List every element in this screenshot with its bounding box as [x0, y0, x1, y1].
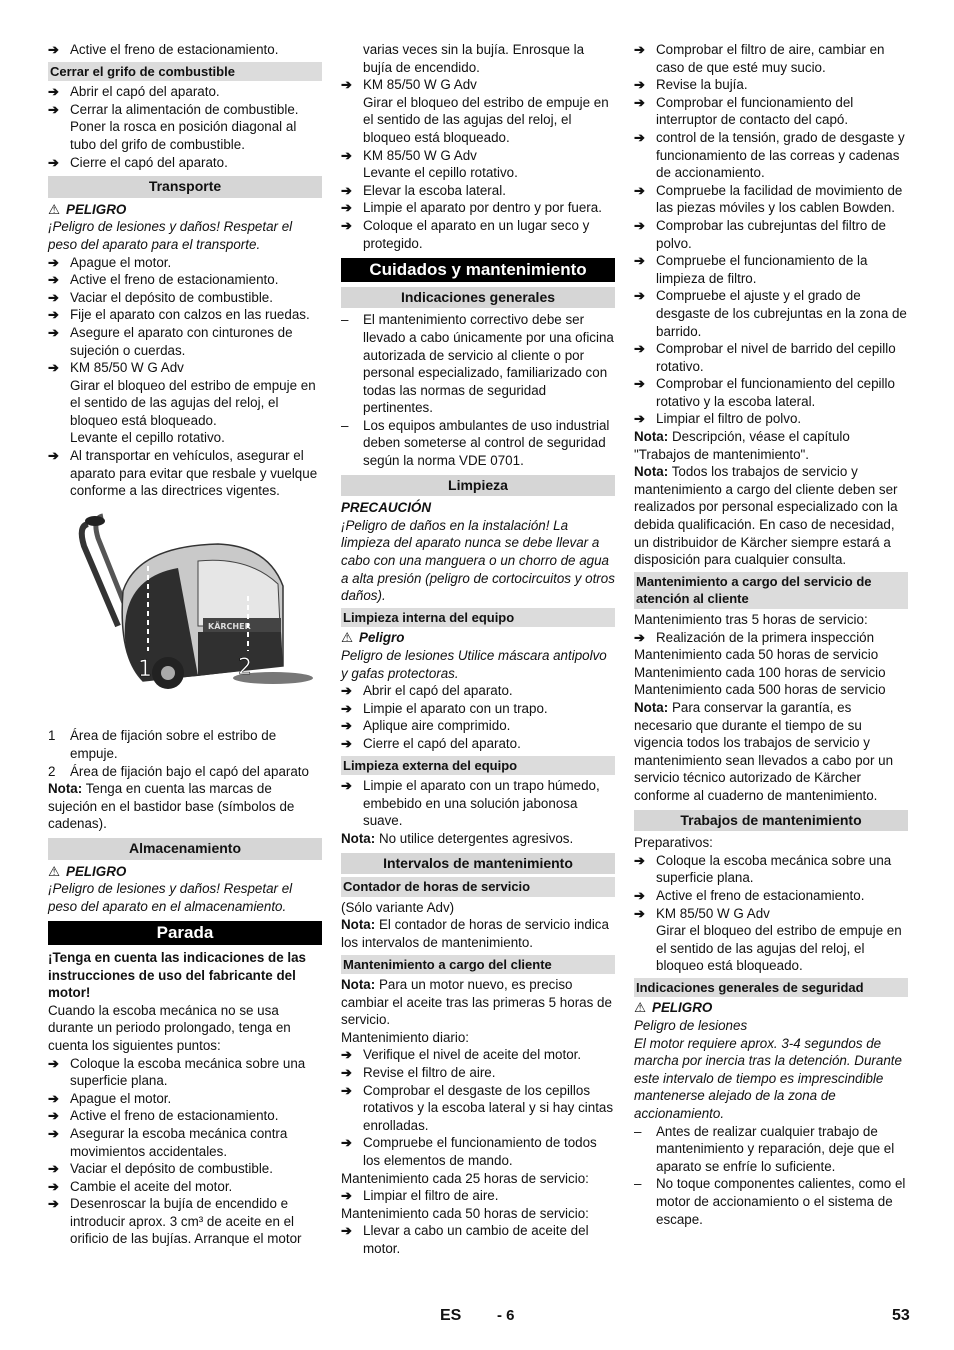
step-item: ➔ Comprobar el funcionamiento del cepillo rotativo y la escoba lateral. — [634, 375, 908, 410]
paragraph: Mantenimiento cada 50 horas de servicio — [634, 647, 879, 663]
warning-label — [341, 629, 615, 647]
step-item: ➔ Asegure el aparato con cinturones de sujeción o cuerdas. — [48, 324, 322, 359]
step-item: ➔ Compruebe el funcionamiento de todos los elementos de mando. — [341, 1134, 615, 1169]
subsection-heading: Limpieza externa del equipo — [341, 756, 615, 776]
step-item: ➔ Abrir el capó del aparato. — [341, 682, 615, 700]
subsection-heading: Mantenimiento a cargo del cliente — [341, 955, 615, 975]
step-detail: Levante el cepillo rotativo. — [363, 165, 518, 181]
section-heading: Trabajos de mantenimiento — [634, 810, 908, 832]
step-item: ➔ Limpie el aparato con un trapo. — [341, 700, 615, 718]
note-label: Nota: — [634, 699, 669, 715]
warning-label — [48, 201, 322, 219]
step-detail: Girar el bloqueo del estribo de empuje en el sentido de las agujas del reloj, el bloqueo está bloqueado. — [70, 377, 316, 428]
step-item: ➔ Apague el motor. — [48, 254, 322, 272]
figure-label-1: 1 — [138, 656, 152, 682]
note-text: El contador de horas de servicio indica los intervalos de mantenimiento. — [341, 917, 609, 950]
step-item: ➔ Limpiar el filtro de aire. — [341, 1187, 615, 1205]
note-label: Nota: — [634, 464, 669, 480]
note-paragraph — [341, 916, 615, 951]
warning-label — [48, 863, 322, 881]
paragraph: Cuando la escoba mecánica no se usa durante un periodo prolongado, tenga en cuenta los siguientes puntos: — [48, 1002, 291, 1053]
legend-text: Área de fijación sobre el estribo de empuje. — [70, 728, 277, 762]
note-label: Nota: — [634, 429, 669, 445]
step-item: ➔ Abrir el capó del aparato. — [48, 83, 322, 101]
step-item: ➔ Vaciar el depósito de combustible. — [48, 289, 322, 307]
footer-page-number: 53 — [892, 1307, 910, 1324]
paragraph: Mantenimiento cada 50 horas de servicio: — [341, 1205, 589, 1221]
warning-text: PELIGRO — [66, 863, 127, 879]
step-item: ➔ Aplique aire comprimido. — [341, 717, 615, 735]
step-item: ➔ Active el freno de estacionamiento. — [634, 887, 908, 905]
warning-text: PELIGRO — [652, 1000, 713, 1016]
note-text: Descripción, véase el capítulo "Trabajos de mantenimiento". — [634, 429, 850, 462]
warning-text: El motor requiere aprox. 3-4 segundos de marcha por inercia tras la detención. Durante este intervalo de tiempo es imprescindible mantenerse alejado de la zona de accionamiento. — [634, 1035, 902, 1122]
section-heading: Transporte — [48, 176, 322, 198]
step-item: ➔ Limpiar el filtro de polvo. — [634, 410, 908, 428]
warning-text: PELIGRO — [66, 201, 127, 217]
note-text: Todos los trabajos de servicio y mantenimiento a cargo del cliente deben ser realizados por personal especializado con la debida qualificación. En caso de necesidad, un distribuidor de Kärcher siempre estará a disposición para cualquier consulta. — [634, 464, 898, 568]
step-item: ➔ Llevar a cabo un cambio de aceite del motor. — [341, 1222, 615, 1257]
section-heading: Indicaciones generales — [341, 287, 615, 309]
note-label: Nota: — [341, 917, 376, 933]
note-text: Para conservar la garantía, es necesario que durante el tiempo de su vigencia todos los trabajos de servicio y mantenimiento sean llevados a cabo por un servicio técnico autorizado de Kärcher conforme al cuaderno de mantenimiento. — [634, 699, 894, 803]
step-detail: Girar el bloqueo del estribo de empuje en el sentido de las agujas del reloj, el bloqueo está bloqueado. — [363, 94, 609, 145]
step-item: ➔ Al transportar en vehículos, asegurar el aparato para evitar que resbale y vuelque conforme a las directrices vigentes. — [48, 447, 322, 500]
note-paragraph — [634, 428, 908, 463]
paragraph: Mantenimiento cada 25 horas de servicio: — [341, 1170, 589, 1186]
step-item: ➔ Verifique el nivel de aceite del motor. — [341, 1046, 615, 1064]
paragraph: Preparativos: — [634, 835, 713, 851]
step-item: ➔ Asegurar la escoba mecánica contra movimientos accidentales. — [48, 1125, 322, 1160]
figure-label-2: 2 — [238, 654, 252, 680]
section-heading: Limpieza — [341, 475, 615, 497]
paragraph: Mantenimiento cada 100 horas de servicio — [634, 664, 886, 680]
warning-triangle-icon: ⚠ — [341, 630, 354, 646]
step-detail: Levante el cepillo rotativo. — [70, 430, 225, 446]
subsection-heading: Limpieza interna del equipo — [341, 608, 615, 628]
subsection-heading: Cerrar el grifo de combustible — [48, 62, 322, 82]
step-item: ➔ Compruebe la facilidad de movimiento de las piezas móviles y los cablen Bowden. — [634, 182, 908, 217]
step-detail: Girar el bloqueo del estribo de empuje en el sentido de las agujas del reloj, el bloqueo está bloqueado. — [656, 923, 902, 974]
step-item: ➔ Desenroscar la bujía de encendido e introducir aprox. 3 cm³ de aceite en el orificio de las bujías. Arranque el motor — [48, 1195, 322, 1248]
step-item: ➔ KM 85/50 W G Adv — [341, 147, 615, 165]
step-item: ➔ Coloque la escoba mecánica sobre una superficie plana. — [634, 852, 908, 887]
note-text: Para un motor nuevo, es preciso cambiar el aceite tras las primeras 5 horas de servicio. — [341, 977, 612, 1028]
sweeper-figure — [48, 506, 322, 711]
bullet-item: – Los equipos ambulantes de uso industrial deben someterse al control de seguridad según la norma VDE 0701. — [341, 417, 615, 470]
column-right — [634, 41, 908, 1228]
step-item: ➔ Compruebe el funcionamiento de la limpieza de filtro. — [634, 252, 908, 287]
step-item: ➔ KM 85/50 W G Adv — [341, 76, 615, 94]
bullet-item: – No toque componentes calientes, como el motor de accionamiento o el sistema de escape. — [634, 1175, 908, 1228]
bullet-item: – El mantenimiento correctivo debe ser llevado a cabo únicamente por una oficina autorizada de servicio al cliente o por personal especializado, familiarizado con todas las normas de seguridad pertinentes. — [341, 311, 615, 417]
step-item: ➔ Limpie el aparato con un trapo húmedo, embebido en una solución jabonosa suave. — [341, 777, 615, 830]
chapter-heading: Cuidados y mantenimiento — [341, 258, 615, 282]
step-item: ➔ control de la tensión, grado de desgaste y funcionamiento de las correas y cadenas de accionamiento. — [634, 129, 908, 182]
note-label: Nota: — [48, 781, 83, 797]
legend-text: Área de fijación bajo el capó del aparato — [70, 763, 309, 779]
column-middle — [341, 41, 615, 1258]
section-heading: Intervalos de mantenimiento — [341, 853, 615, 875]
step-item: ➔ Elevar la escoba lateral. — [341, 182, 615, 200]
warning-text: Peligro — [359, 630, 405, 646]
step-item: ➔ Active el freno de estacionamiento. — [48, 1107, 322, 1125]
column-left — [48, 41, 322, 1248]
note-text: Tenga en cuenta las marcas de sujeción en el bastidor base (símbolos de cadenas). — [48, 781, 295, 832]
step-item: ➔ Comprobar el filtro de aire, cambiar en caso de que esté muy sucio. — [634, 41, 908, 76]
step-item: ➔ Cierre el capó del aparato. — [341, 735, 615, 753]
step-detail: varias veces sin la bujía. Enrosque la bujía de encendido. — [363, 42, 585, 75]
note-label: Nota: — [341, 830, 376, 846]
step-item: ➔ Apague el motor. — [48, 1090, 322, 1108]
bullet-item: – Antes de realizar cualquier trabajo de mantenimiento y reparación, deje que el aparato se enfríe lo suficiente. — [634, 1123, 908, 1176]
step-item: ➔ Cambie el aceite del motor. — [48, 1178, 322, 1196]
step-item: ➔ Cerrar la alimentación de combustible. Poner la rosca en posición diagonal al tubo del grifo de combustible. — [48, 101, 322, 154]
step-item: ➔ Comprobar las cubrejuntas del filtro de polvo. — [634, 217, 908, 252]
paragraph: Mantenimiento diario: — [341, 1029, 470, 1045]
step-item: ➔ Limpie el aparato por dentro y por fuera. — [341, 199, 615, 217]
warning-text: ¡Peligro de lesiones y daños! Respetar el peso del aparato en el almacenamiento. — [48, 881, 293, 914]
note-paragraph — [341, 976, 615, 1029]
figure-brand: KÄRCHER — [208, 621, 251, 631]
section-heading: Almacenamiento — [48, 838, 322, 860]
note-paragraph — [634, 463, 908, 569]
subsection-heading: Contador de horas de servicio — [341, 877, 615, 897]
step-item: ➔ Realización de la primera inspección — [634, 629, 908, 647]
step-item: ➔ Revise el filtro de aire. — [341, 1064, 615, 1082]
note-label: Nota: — [341, 977, 376, 993]
note-paragraph — [634, 699, 908, 805]
warning-text: Peligro de lesiones Utilice máscara antipolvo y gafas protectoras. — [341, 648, 607, 681]
step-item: ➔ Revise la bujía. — [634, 76, 908, 94]
paragraph: (Sólo variante Adv) — [341, 899, 455, 915]
paragraph: Mantenimiento tras 5 horas de servicio: — [634, 612, 868, 627]
warning-label — [634, 999, 908, 1017]
subsection-heading: Mantenimiento a cargo del servicio de atención al cliente — [634, 572, 908, 609]
subsection-heading: Indicaciones generales de seguridad — [634, 978, 908, 998]
step-item: ➔ Active el freno de estacionamiento. — [48, 41, 322, 59]
step-item: ➔ KM 85/50 W G Adv — [48, 359, 322, 377]
step-item: ➔ Cierre el capó del aparato. — [48, 154, 322, 172]
warning-triangle-icon: ⚠ — [48, 201, 61, 217]
step-item: ➔ Active el freno de estacionamiento. — [48, 271, 322, 289]
chapter-heading: Parada — [48, 921, 322, 945]
warning-text: Peligro de lesiones — [634, 1018, 748, 1034]
step-item: ➔ Fije el aparato con calzos en las ruedas. — [48, 306, 322, 324]
note-paragraph — [341, 830, 615, 848]
note-text: No utilice detergentes agresivos. — [375, 830, 574, 846]
step-item: ➔ Vaciar el depósito de combustible. — [48, 1160, 322, 1178]
step-item: ➔ Comprobar el nivel de barrido del cepillo rotativo. — [634, 340, 908, 375]
legend-number: 1 — [48, 728, 56, 744]
warning-triangle-icon: ⚠ — [48, 863, 61, 879]
step-item: ➔ Coloque la escoba mecánica sobre una superficie plana. — [48, 1055, 322, 1090]
warning-triangle-icon: ⚠ — [634, 1000, 647, 1016]
warning-text: ¡Peligro de lesiones y daños! Respetar el peso del aparato para el transporte. — [48, 219, 293, 252]
footer-section-page: - 6 — [497, 1307, 515, 1324]
step-item: ➔ Compruebe el ajuste y el grado de desgaste de los cubrejuntas en la zona de barrido. — [634, 287, 908, 340]
warning-text: ¡Peligro de daños en la instalación! La limpieza del aparato nunca se debe llevar a cabo con una manguera o un chorro de agua a alta presión (peligro de cortocircuitos y otros daños). — [341, 517, 615, 604]
paragraph: Mantenimiento cada 500 horas de servicio — [634, 682, 886, 698]
emphasis-paragraph: ¡Tenga en cuenta las indicaciones de las instrucciones de uso del fabricante del motor! — [48, 949, 306, 1001]
footer-language: ES — [440, 1307, 462, 1324]
legend-item — [48, 763, 322, 781]
warning-text: PRECAUCIÓN — [341, 500, 432, 516]
warning-label — [341, 499, 615, 517]
step-item: ➔ Coloque el aparato en un lugar seco y protegido. — [341, 217, 615, 252]
note-paragraph — [48, 780, 322, 833]
legend-number: 2 — [48, 763, 56, 779]
legend-item — [48, 727, 322, 762]
step-item: ➔ Comprobar el funcionamiento del interruptor de contacto del capó. — [634, 94, 908, 129]
step-item: ➔ KM 85/50 W G Adv — [634, 905, 908, 923]
step-item: ➔ Comprobar el desgaste de los cepillos rotativos y la escoba lateral y si hay cintas enrolladas. — [341, 1082, 615, 1135]
